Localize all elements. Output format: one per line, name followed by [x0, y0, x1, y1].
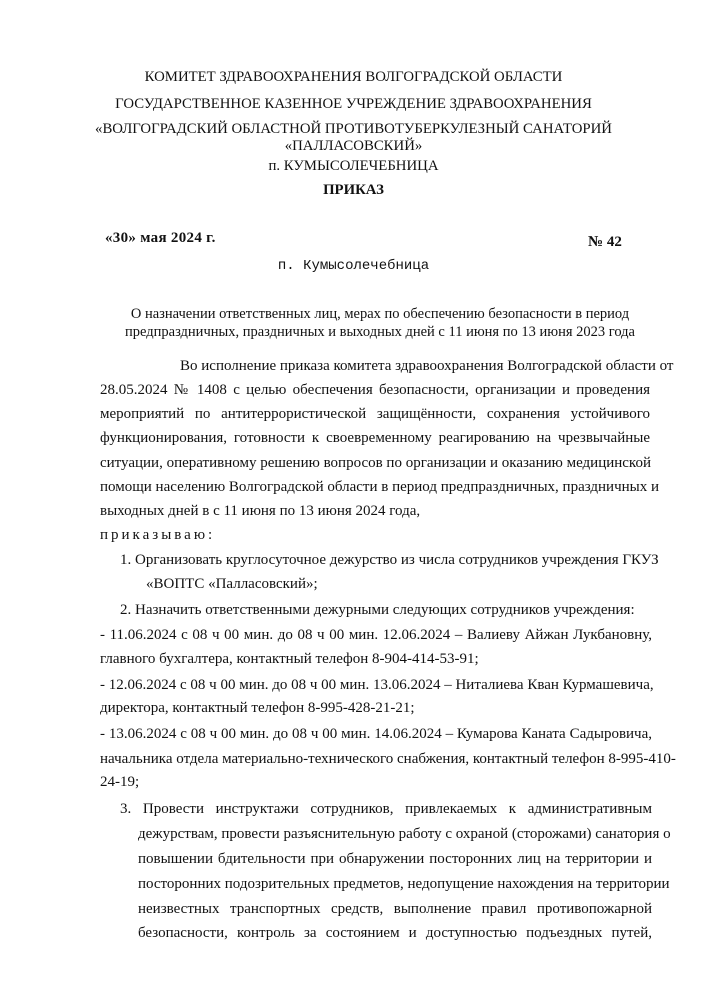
intro-line: мероприятий по антитеррористической защищённости, сохранения устойчивого — [100, 406, 650, 422]
duty-2-line: - 12.06.2024 с 08 ч 00 мин. до 08 ч 00 мин. 13.06.2024 – Ниталиева Кван Курмашевича, — [100, 677, 654, 693]
intro-line: помощи населению Волгоградской области в период предпраздничных, праздничных и — [100, 479, 660, 495]
item-3-line: безопасности, контроль за состоянием и доступностью подъездных путей, — [138, 925, 652, 941]
duty-1-line: - 11.06.2024 с 08 ч 00 мин. до 08 ч 00 мин. 12.06.2024 – Валиеву Айжан Лукбановну, — [100, 627, 652, 643]
header-line-institution: ГОСУДАРСТВЕННОЕ КАЗЕННОЕ УЧРЕЖДЕНИЕ ЗДРАВООХРАНЕНИЯ — [115, 96, 592, 112]
order-date: «30» мая 2024 г. — [105, 230, 216, 246]
intro-line: 28.05.2024 № 1408 с целью обеспечения безопасности, организации и проведения — [100, 382, 650, 398]
intro-line: выходных дней в с 11 июня по 13 июня 2024 года, — [100, 503, 421, 519]
duty-3-line: - 13.06.2024 с 08 ч 00 мин. до 08 ч 00 мин. 14.06.2024 – Кумарова Каната Садыровича, — [100, 726, 652, 742]
item-3-line: неизвестных транспортных средств, выполнение правил противопожарной — [138, 901, 652, 917]
duty-2-line: директора, контактный телефон 8-995-428-21-21; — [100, 700, 415, 716]
order-keyword: приказываю: — [100, 527, 216, 543]
intro-line: ситуации, оперативному решению вопросов по организации и оказанию медицинской — [100, 455, 651, 471]
order-place: п. Кумысолечебница — [277, 258, 430, 274]
header-line-sanatorium-name: «ПАЛЛАСОВСКИЙ» — [284, 138, 423, 154]
document-title: ПРИКАЗ — [323, 182, 384, 198]
item-3-line: дежурствам, провести разъяснительную работу с охраной (сторожами) санатория о — [138, 826, 671, 842]
header-line-committee: КОМИТЕТ ЗДРАВООХРАНЕНИЯ ВОЛГОГРАДСКОЙ ОБЛАСТИ — [144, 69, 563, 85]
item-3-line: повышении бдительности при обнаружении посторонних лиц на территории и — [138, 851, 652, 867]
header-line-settlement: п. КУМЫСОЛЕЧЕБНИЦА — [268, 158, 439, 174]
header-line-sanatorium: «ВОЛГОГРАДСКИЙ ОБЛАСТНОЙ ПРОТИВОТУБЕРКУЛЕЗНЫЙ САНАТОРИЙ — [95, 121, 612, 137]
order-subject-line-1: О назначении ответственных лиц, мерах по обеспечению безопасности в период — [130, 306, 630, 322]
duty-3-line: 24-19; — [100, 774, 140, 790]
item-1-line: 1. Организовать круглосуточное дежурство из числа сотрудников учреждения ГКУЗ — [120, 552, 659, 568]
duty-3-line: начальника отдела материально-технического снабжения, контактный телефон 8-995-410- — [100, 751, 676, 767]
order-number: № 42 — [588, 234, 622, 250]
item-3-line: 3. Провести инструктажи сотрудников, привлекаемых к административным — [120, 801, 652, 817]
intro-line: Во исполнение приказа комитета здравоохранения Волгоградской области от — [180, 358, 674, 374]
item-2-line: 2. Назначить ответственными дежурными следующих сотрудников учреждения: — [120, 602, 635, 618]
duty-1-line: главного бухгалтера, контактный телефон 8-904-414-53-91; — [100, 651, 479, 667]
order-subject-line-2: предпраздничных, праздничных и выходных дней с 11 июня по 13 июня 2023 года — [125, 324, 635, 340]
item-3-line: посторонних подозрительных предметов, недопущение нахождения на территории — [138, 876, 670, 892]
item-1-line: «ВОПТС «Палласовский»; — [146, 576, 318, 592]
intro-line: функционирования, готовности к своевременному реагированию на чрезвычайные — [100, 430, 650, 446]
